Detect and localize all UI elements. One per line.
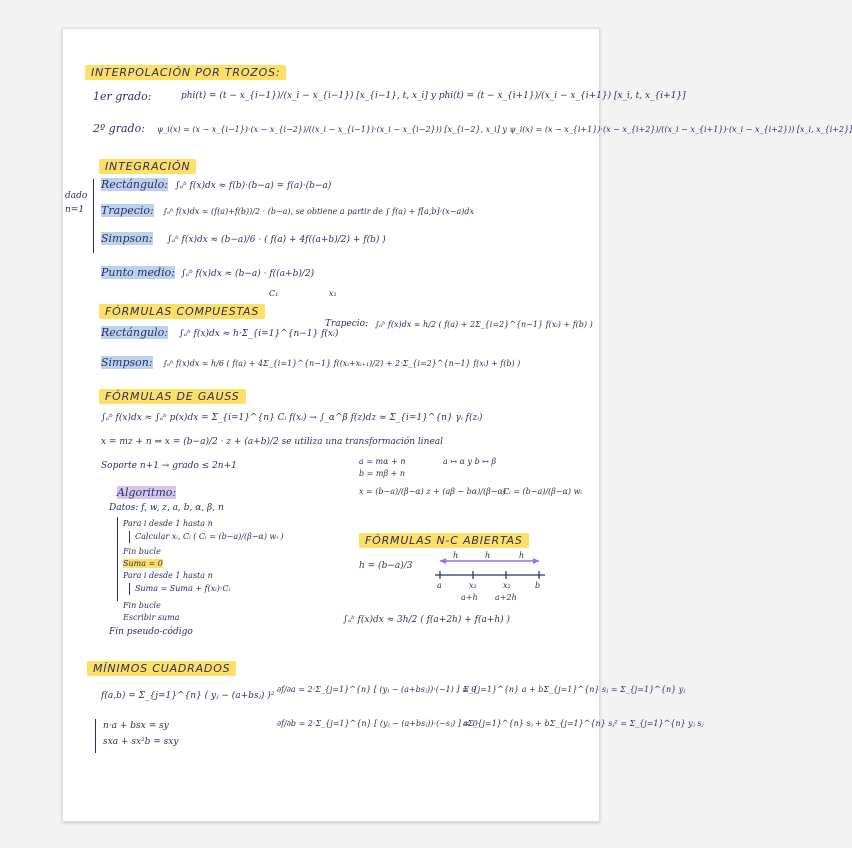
heading-interpolacion: INTERPOLACIÓN POR TROZOS:: [85, 65, 286, 80]
alg-line-7: Suma = Suma + f(xᵢ)·Cᵢ: [135, 584, 231, 593]
system-b: b = mβ + n: [359, 469, 406, 478]
formula-simpson: ∫ₐᵇ f(x)dx ≈ (b−a)/6 · ( f(a) + 4f((a+b)/2) + f(b) ): [167, 235, 386, 245]
maps-ab: a ↦ α y b ↦ β: [443, 457, 497, 466]
heading-nc-abiertas: FÓRMULAS N-C ABIERTAS: [359, 533, 529, 548]
formula-comp-trapecio: ∫ₐᵇ f(x)dx ≈ h/2 ( f(a) + 2Σ_{i=2}^{n−1} f(xᵢ) + f(b) ): [375, 320, 593, 329]
alg-inner-line-2: [129, 583, 130, 595]
heading-compuestas: FÓRMULAS COMPUESTAS: [99, 304, 265, 319]
mc-system-1: n·a + bsx = sy: [103, 721, 169, 731]
mc-partial-a: ∂f/∂a = 2·Σ_{j=1}^{n} [ (yⱼ − (a+bsⱼ))·(−1) ] = 0: [277, 685, 477, 694]
formula-primer-grado: phi(t) = (t − x_{i−1})/(x_i − x_{i−1}) [x_{i−1}, t, x_i] y phi(t) = (t − x_{i+1})/(x_i − x_{i+1}) [x_i, t, x_{i+1}]: [181, 91, 686, 101]
alg-inner-line-1: [129, 531, 130, 543]
formula-comp-rectangulo: ∫ₐᵇ f(x)dx ≈ h·Σ_{i=1}^{n−1} f(xᵢ): [179, 329, 339, 339]
mc-partial-b: ∂f/∂b = 2·Σ_{j=1}^{n} [ (yⱼ − (a+bsⱼ))·(−sⱼ) ] = 0: [277, 719, 478, 728]
label-simpson: Simpson:: [101, 232, 153, 245]
bracket-integracion: [93, 179, 94, 253]
formula-punto-medio: ∫ₐᵇ f(x)dx ≈ (b−a) · f((a+b)/2): [181, 269, 315, 279]
mc-function: f(a,b) = Σ_{j=1}^{n} ( yⱼ − (a+bsⱼ) )²: [101, 691, 275, 701]
formula-gauss-2: x = mz + n ⇒ x = (b−a)/2 · z + (a+b)/2 se utiliza una transformación lineal: [101, 437, 444, 447]
mc-system-2: sxa + sx²b = sxy: [103, 737, 179, 747]
label-segundo-grado: 2º grado:: [93, 122, 145, 135]
formula-rectangulo: ∫ₐᵇ f(x)dx ≈ f(b)·(b−a) = f(a)·(b−a): [175, 181, 332, 191]
alg-line-9: Escribir suma: [123, 613, 180, 622]
nc-tick-b: b: [535, 581, 541, 590]
nc-below-1: a+h: [461, 593, 478, 602]
label-algoritmo: Algoritmo:: [117, 486, 177, 499]
formula-comp-simpson: ∫ₐᵇ f(x)dx ≈ h/6 ( f(a) + 4Σ_{i=1}^{n−1} f((xᵢ+xᵢ₊₁)/2) + 2·Σ_{i=2}^{n−1} f(xᵢ) + f(b) ): [163, 359, 521, 368]
label-comp-trapecio: Trapecio:: [325, 319, 369, 329]
alg-line-2: Para i desde 1 hasta n: [123, 519, 213, 528]
formula-ci: Cᵢ = (b−a)/(β−α) wᵢ: [503, 487, 583, 496]
heading-gauss: FÓRMULAS DE GAUSS: [99, 389, 246, 404]
alg-line-6: Para i desde 1 hasta n: [123, 571, 213, 580]
nc-tick-a: a: [437, 581, 442, 590]
label-punto-medio: Punto medio:: [101, 266, 175, 279]
label-primer-grado: 1er grado:: [93, 90, 152, 103]
mark-x1: x₁: [329, 289, 337, 298]
nc-formula: ∫ₐᵇ f(x)dx ≈ 3h/2 ( f(a+2h) + f(a+h) ): [343, 615, 511, 625]
alg-line-1: Datos: f, w, z, a, b, α, β, n: [109, 503, 224, 513]
formula-trapecio: ∫ₐᵇ f(x)dx ≈ (f(a)+f(b))/2 · (b−a), se obtiene a partir de ∫ f(a) + f[a,b]·(x−a)dx: [163, 207, 474, 216]
notes-sheet: [62, 28, 852, 822]
formula-x-transform: x = (b−a)/(β−α) z + (aβ − bα)/(β−α): [359, 487, 506, 496]
alg-line-3: Calcular xᵢ, Cᵢ ( Cᵢ = (b−a)/(β−α) wᵢ ): [135, 532, 284, 541]
mc-result-a: Σ_{j=1}^{n} a + bΣ_{j=1}^{n} sⱼ = Σ_{j=1}^{n} yⱼ: [463, 685, 686, 694]
nc-h-3: h: [519, 551, 525, 560]
label-comp-simpson: Simpson:: [101, 356, 153, 369]
alg-line-4: Fin bucle: [123, 547, 161, 556]
alg-line-10: Fin pseudo-código: [109, 627, 193, 637]
formula-gauss-3: Soporte n+1 → grado ≤ 2n+1: [101, 461, 237, 471]
mc-result-b: aΣ_{j=1}^{n} sⱼ + bΣ_{j=1}^{n} sⱼ² = Σ_{j=1}^{n} yⱼ sⱼ: [463, 719, 704, 728]
heading-minimos-cuadrados: MÍNIMOS CUADRADOS: [87, 661, 236, 676]
formula-segundo-grado: ψ_i(x) = (x − x_{i−1})·(x − x_{i−2})/((x_i − x_{i−1})·(x_i − x_{i−2})) [x_{i−2}, x_i] y ψ_i(x) = (x − x_{i+1})·(x − x_{i+2})/((x_i − x_{i+1})·(x_i − x_{i+2})) [x_i, x_{i+2}]: [157, 125, 852, 134]
alg-line-8: Fin bucle: [123, 601, 161, 610]
alg-line-5: Suma = 0: [123, 559, 163, 568]
mark-c1: C₁: [269, 289, 279, 298]
bracket-mc-system: [95, 719, 96, 753]
alg-block-line: [117, 517, 118, 601]
side-note-n1: n=1: [65, 205, 85, 215]
nc-h-2: h: [485, 551, 491, 560]
label-rectangulo: Rectángulo:: [101, 178, 168, 191]
nc-tick-x2: x₂: [503, 581, 511, 590]
nc-below-2: a+2h: [495, 593, 517, 602]
nc-h-definition: h = (b−a)/3: [359, 561, 413, 571]
system-a: a = mα + n: [359, 457, 406, 466]
label-comp-rectangulo: Rectángulo:: [101, 326, 168, 339]
nc-tick-x1: x₁: [469, 581, 477, 590]
label-trapecio: Trapecio:: [101, 204, 154, 217]
nc-h-1: h: [453, 551, 459, 560]
heading-integracion: INTEGRACIÓN: [99, 159, 196, 174]
side-note-dado: dado: [65, 191, 88, 201]
formula-gauss-1: ∫ₐᵇ f(x)dx ≈ ∫ₐᵇ p(x)dx = Σ_{i=1}^{n} Cᵢ f(xᵢ) → ∫_α^β f(z)dz ≈ Σ_{i=1}^{n} γᵢ f(zᵢ): [101, 413, 483, 423]
